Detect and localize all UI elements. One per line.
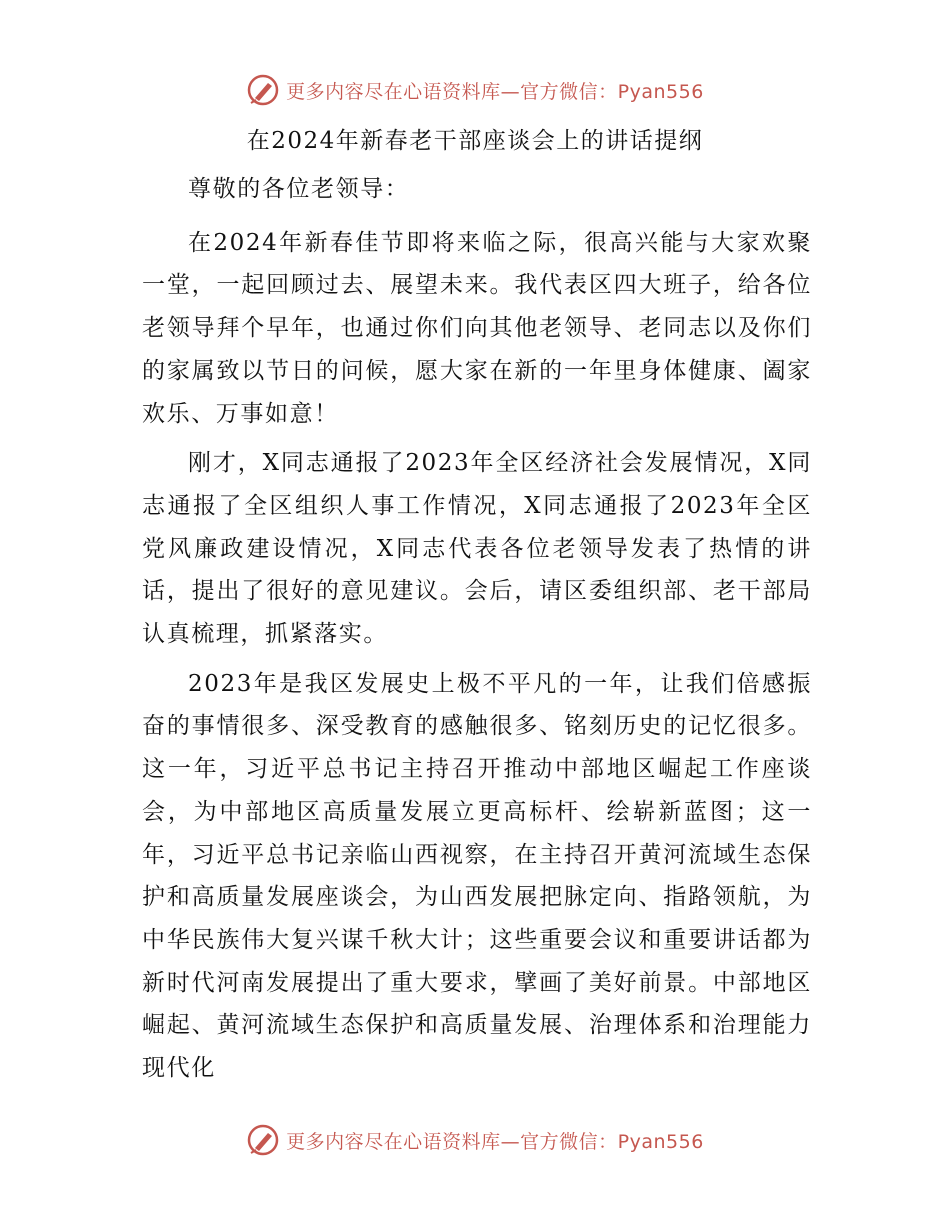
footer-banner-text: 更多内容尽在心语资料库—官方微信：Pyan556 [286, 1130, 704, 1153]
pen-logo-icon [246, 1123, 280, 1157]
paragraph: 在2024年新春佳节即将来临之际，很高兴能与大家欢聚一堂，一起回顾过去、展望未来。我代表区四大班子，给各位老领导拜个早年，也通过你们向其他老领导、老同志以及你们的家属致以节日的问候，愿大家在新的一年里身体健康、阖家欢乐、万事如意！ [142, 229, 812, 427]
salutation: 尊敬的各位老领导： [188, 176, 410, 202]
document-body [142, 168, 812, 1097]
header-banner [0, 70, 950, 110]
document-title: 在2024年新春老干部座谈会上的讲话提纲 [246, 128, 704, 154]
header-banner-text: 更多内容尽在心语资料库—官方微信：Pyan556 [286, 80, 704, 103]
footer-banner [0, 1120, 950, 1160]
paragraph: 刚才，X同志通报了2023年全区经济社会发展情况，X同志通报了全区组织人事工作情况，X同志通报了2023年全区党风廉政建设情况，X同志代表各位老领导发表了热情的讲话，提出了很好的意见建议。会后，请区委组织部、老干部局认真梳理，抓紧落实。 [142, 450, 812, 648]
pen-logo-icon [246, 73, 280, 107]
paragraph: 2023年是我区发展史上极不平凡的一年，让我们倍感振奋的事情很多、深受教育的感触很多、铭刻历史的记忆很多。这一年，习近平总书记主持召开推动中部地区崛起工作座谈会，为中部地区高质量发展立更高标杆、绘崭新蓝图；这一年，习近平总书记亲临山西视察，在主持召开黄河流域生态保护和高质量发展座谈会，为山西发展把脉定向、指路领航，为中华民族伟大复兴谋千秋大计；这些重要会议和重要讲话都为新时代河南发展提出了重大要求，擘画了美好前景。中部地区崛起、黄河流域生态保护和高质量发展、治理体系和治理能力现代化 [142, 670, 812, 1082]
